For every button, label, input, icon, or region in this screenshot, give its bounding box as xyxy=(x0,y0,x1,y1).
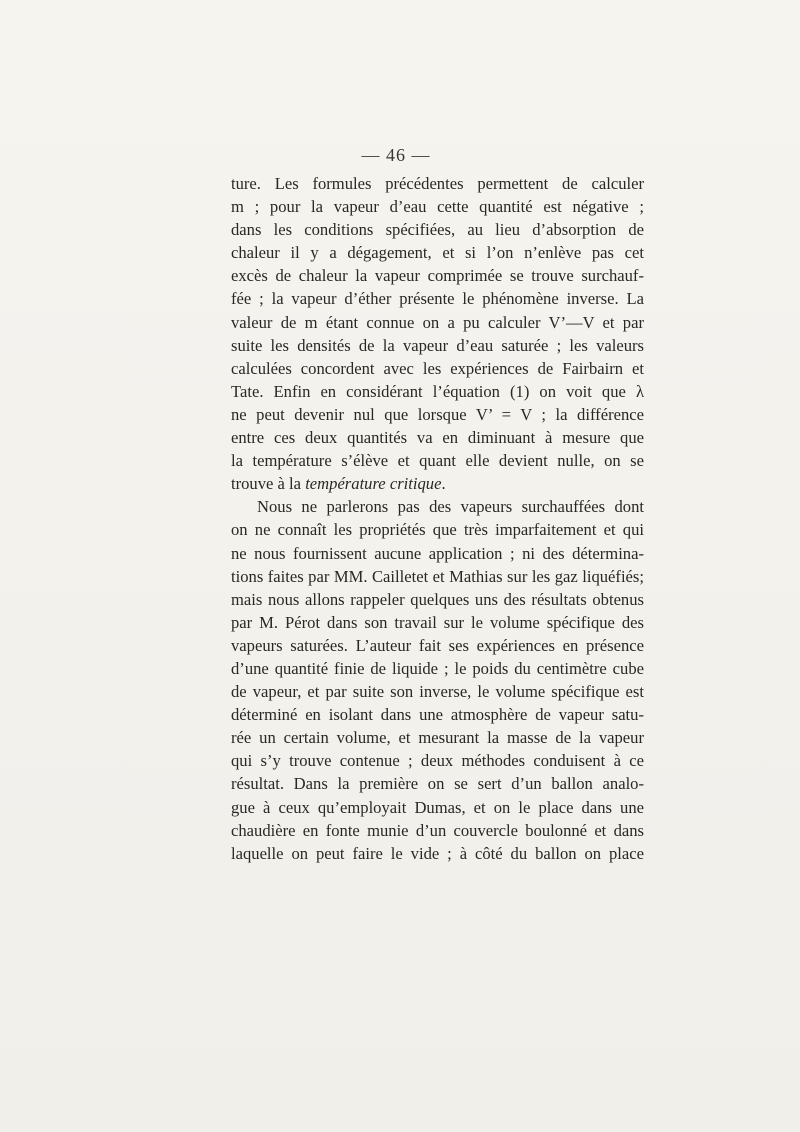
text-line-final xyxy=(231,472,644,495)
text-line: gue à ceux qu’employait Dumas, et on le place dans une xyxy=(231,797,644,817)
text-line: par M. Pérot dans son travail sur le volume spécifique des xyxy=(231,612,644,632)
text-line: dans les conditions spécifiées, au lieu d’absorption de xyxy=(231,220,644,240)
text-line: tions faites par MM. Cailletet et Mathias sur les gaz liquéfiés; xyxy=(231,566,644,586)
text-line-final-suffix: . xyxy=(441,474,446,494)
text-line: laquelle on peut faire le vide ; à côté du ballon on place xyxy=(231,843,644,863)
text-line: Tate. Enfin en considérant l’équation (1) on voit que λ xyxy=(231,381,644,401)
text-line: vapeurs saturées. L’auteur fait ses expériences en présence xyxy=(231,635,644,655)
text-line: m ; pour la vapeur d’eau cette quantité est négative ; xyxy=(231,197,644,217)
text-line: rée un certain volume, et mesurant la masse de la vapeur xyxy=(231,728,644,748)
text-line: entre ces deux quantités va en diminuant à mesure que xyxy=(231,428,644,448)
text-line: calculées concordent avec les expériences de Fairbairn et xyxy=(231,358,644,378)
text-line: d’une quantité finie de liquide ; le poids du centimètre cube xyxy=(231,658,644,678)
paragraph-1 xyxy=(231,172,644,495)
text-line: on ne connaît les propriétés que très imparfaitement et qui xyxy=(231,520,644,540)
text-line: la température s’élève et quant elle devient nulle, on se xyxy=(231,451,644,471)
text-line: valeur de m étant connue on a pu calculer V’—V et par xyxy=(231,312,644,332)
paragraph-2 xyxy=(231,495,644,865)
text-line: excès de chaleur la vapeur comprimée se trouve surchauf- xyxy=(231,266,644,286)
page-number-text: — 46 — xyxy=(361,145,431,165)
text-line: ture. Les formules précédentes permettent de calculer xyxy=(231,174,644,193)
text-line: mais nous allons rappeler quelques uns des résultats obtenus xyxy=(231,589,644,609)
text-line: chaudière en fonte munie d’un couvercle boulonné et dans xyxy=(231,820,644,840)
text-line: de vapeur, et par suite son inverse, le volume spécifique est xyxy=(231,682,644,702)
text-line: ne nous fournissent aucune application ; ni des détermina- xyxy=(231,543,644,563)
page-number xyxy=(0,145,800,166)
body-text xyxy=(231,172,644,865)
text-line: qui s’y trouve contenue ; deux méthodes conduisent à ce xyxy=(231,751,644,771)
text-line-indented: Nous ne parlerons pas des vapeurs surchauffées dont xyxy=(257,497,644,517)
text-line: déterminé en isolant dans une atmosphère de vapeur satu- xyxy=(231,705,644,725)
italic-term: température critique xyxy=(305,474,442,494)
text-line: résultat. Dans la première on se sert d’un ballon analo- xyxy=(231,774,644,794)
text-line: ne peut devenir nul que lorsque V’ = V ; la différence xyxy=(231,404,644,424)
text-line: fée ; la vapeur d’éther présente le phénomène inverse. La xyxy=(231,289,644,309)
text-line-final-prefix: trouve à la xyxy=(231,474,306,494)
text-line: suite les densités de la vapeur d’eau saturée ; les valeurs xyxy=(231,335,644,355)
text-line: chaleur il y a dégagement, et si l’on n’enlève pas cet xyxy=(231,243,644,263)
